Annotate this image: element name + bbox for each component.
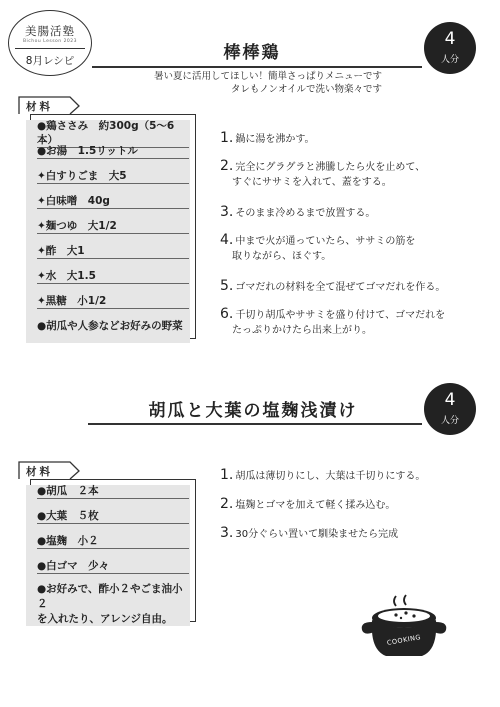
step-text: 取りながら、ほぐす。 [232,251,332,262]
recipe2-ingredients-box [30,479,196,625]
step-number: 3. [220,525,234,541]
recipe1-intro-line: タレもノンオイルで洗い物楽々です [230,84,382,95]
badge-divider [15,48,85,49]
recipe2-title-rule [88,423,422,425]
cooking-pot-icon [356,592,452,664]
ingredient-item: ✦白すりごま 大5 [37,169,189,184]
ingredient-line: を入れたり、アレンジ自由。 [37,613,173,625]
badge-subtitle: Bichou Lesson 2023 [22,39,78,44]
ingredient-item: ●大葉 ５枚 [37,509,189,524]
recipe2-step [220,526,490,542]
ingredient-item: ✦黒糖 小1/2 [37,294,189,309]
step-text: そのまま冷めるまで放置する。 [235,208,376,219]
recipe2-ingredients-label: 材料 [26,466,53,478]
ingredient-item: ✦白味噌 40g [37,194,189,209]
ingredient-item: ●胡瓜 ２本 [37,484,189,499]
ingredient-item: ✦麺つゆ 大1/2 [37,219,189,234]
recipe1-servings [424,22,476,74]
step-text: 鍋に湯を沸かす。 [235,134,315,145]
recipe1-step [220,159,490,190]
recipe1-intro [100,70,382,96]
recipe2-title: 胡瓜と大葉の塩麹浅漬け [148,401,358,421]
step-number: 2. [220,496,234,512]
step-text: たっぷりかけたら出来上がり。 [232,325,372,336]
ingredient-line: ●お好みで、酢小２やごま油小２ [37,583,183,610]
ingredient-item: ●白ゴマ 少々 [37,559,189,574]
step-text: ゴマだれの材料を全て混ぜてゴマだれを作る。 [235,282,446,293]
step-text: 塩麹とゴマを加えて軽く揉み込む。 [235,500,396,511]
recipe1-servings-number: 4 [444,29,456,49]
recipe1-step [220,205,490,221]
recipe1-ingredients-tab [18,96,80,115]
recipe1-intro-line: 暑い夏に活用してほしい！簡単さっぱりメニューです [153,71,382,82]
pot-label: COOKING [386,633,422,647]
recipe1-title: 棒棒鶏 [223,43,281,63]
recipe1-step [220,279,495,295]
recipe1-ingredients-box [30,114,196,339]
recipe2-servings-number: 4 [444,390,456,410]
ingredient-item: ✦水 大1.5 [37,269,189,284]
step-number: 1. [220,130,234,146]
lesson-badge [8,10,92,76]
recipe1-step [220,307,495,338]
step-number: 1. [220,467,234,483]
recipe1-step [220,233,490,264]
recipe1-servings-unit: 人分 [440,55,459,65]
step-text: 中まで火が通っていたら、ササミの筋を [235,236,416,247]
ingredient-item: ●お湯 1.5リットル [37,144,189,159]
recipe2-step [220,468,490,484]
step-number: 3. [220,204,234,220]
step-number: 2. [220,158,234,174]
badge-title: 美腸活塾 [25,24,75,38]
step-text: すぐにササミを入れて、蓋をする。 [232,177,392,188]
recipe2-servings-unit: 人分 [440,416,459,426]
ingredient-item: ●鶏ささみ 約300g（5～6本） [37,119,189,148]
step-text: 30分ぐらい置いて馴染ませたら完成 [235,529,399,540]
recipe2-servings [424,383,476,435]
recipe1-step [220,131,490,147]
recipe2-ingredients-tab [18,461,80,480]
recipe1-title-rule [92,66,422,68]
step-number: 5. [220,278,234,294]
step-text: 胡瓜は薄切りにし、大葉は千切りにする。 [235,471,426,482]
ingredient-item [37,582,189,627]
ingredient-item: ●塩麹 小２ [37,534,189,549]
recipe1-ingredients-label: 材料 [26,101,53,113]
step-number: 4. [220,232,234,248]
recipe2-step [220,497,490,513]
step-number: 6. [220,306,234,322]
badge-month: 8月レシピ [25,55,75,67]
step-text: 完全にグラグラと沸騰したら火を止めて、 [235,162,426,173]
ingredient-item: ✦酢 大1 [37,244,189,259]
step-text: 千切り胡瓜やササミを盛り付けて、ゴマだれを [235,310,446,321]
ingredient-item: ●胡瓜や人参などお好みの野菜 [37,320,183,332]
